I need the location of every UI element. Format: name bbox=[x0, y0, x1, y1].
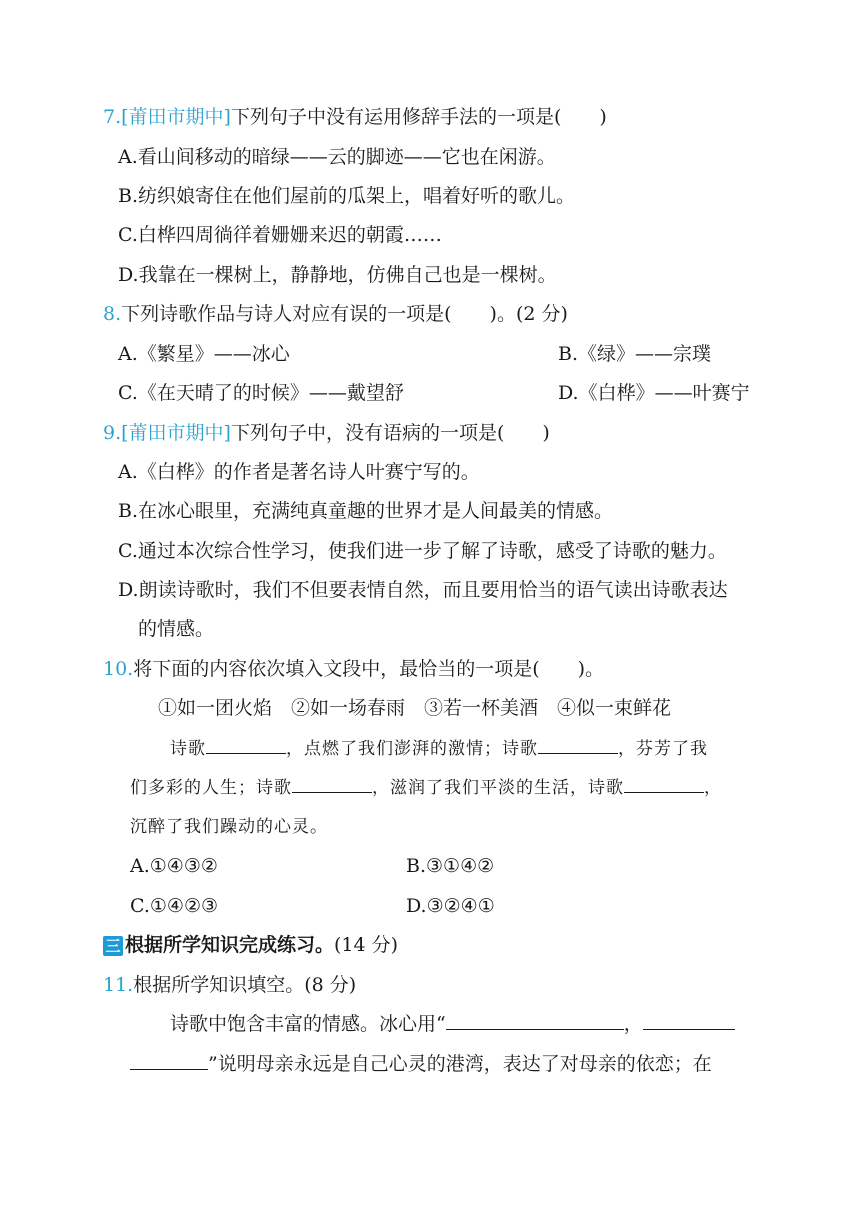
blank bbox=[624, 774, 704, 793]
q11-text: ”说明母亲永远是自己心灵的港湾，表达了对母亲的依恋；在 bbox=[208, 1053, 712, 1075]
question-number: 10. bbox=[103, 658, 134, 680]
source-tag: [莆田市期中] bbox=[121, 106, 231, 128]
passage-text: 们多彩的人生；诗歌 bbox=[130, 778, 292, 798]
question-text: 下列句子中没有运用修辞手法的一项是( ) bbox=[230, 106, 607, 128]
option-a: A.①④③② bbox=[130, 855, 218, 877]
section-3-header bbox=[103, 932, 398, 958]
question-text: 根据所学知识填空。(8 分) bbox=[133, 974, 357, 996]
question-text: 下列句子中，没有语病的一项是( ) bbox=[230, 422, 550, 444]
option-b: B.在冰心眼里，充满纯真童趣的世界才是人间最美的情感。 bbox=[118, 500, 614, 522]
source-tag: [莆田市期中] bbox=[121, 422, 231, 444]
question-number: 9. bbox=[103, 422, 122, 444]
option-c: C.通过本次综合性学习，使我们进一步了解了诗歌，感受了诗歌的魅力。 bbox=[118, 540, 727, 562]
section-number-icon: 三 bbox=[103, 936, 123, 956]
question-8-stem bbox=[103, 301, 568, 327]
blank bbox=[206, 735, 286, 754]
question-number: 7. bbox=[103, 106, 122, 128]
q11-line-1 bbox=[170, 1011, 735, 1037]
option-d: D.③②④① bbox=[406, 895, 495, 917]
blank bbox=[643, 1011, 735, 1030]
question-7-stem bbox=[103, 104, 607, 130]
section-score: (14 分) bbox=[334, 934, 399, 956]
option-d: D.《白桦》——叶赛宁 bbox=[558, 382, 750, 404]
passage-text: ，点燃了我们澎湃的激情；诗歌 bbox=[286, 739, 538, 759]
passage-line-1 bbox=[170, 735, 708, 762]
question-text: 将下面的内容依次填入文段中，最恰当的一项是( )。 bbox=[133, 658, 605, 680]
blank bbox=[130, 1051, 208, 1070]
option-d: D.朗读诗歌时，我们不但要表情自然，而且要用恰当的语气读出诗歌表达 bbox=[118, 579, 728, 601]
blank bbox=[446, 1011, 624, 1030]
option-a: A.看山间移动的暗绿——云的脚迹——它也在闲游。 bbox=[118, 146, 556, 168]
blank bbox=[292, 774, 372, 793]
option-b: B.③①④② bbox=[406, 855, 495, 877]
q11-text: ， bbox=[623, 1013, 643, 1035]
option-b: B.《绿》——宗璞 bbox=[558, 343, 712, 365]
section-title: 根据所学知识完成练习。 bbox=[125, 934, 335, 956]
question-10-stem bbox=[103, 656, 604, 682]
passage-line-3: 沉醉了我们躁动的心灵。 bbox=[130, 817, 328, 837]
passage-text: ，滋润了我们平淡的生活，诗歌 bbox=[372, 778, 624, 798]
passage-text: 诗歌 bbox=[170, 739, 206, 759]
passage-line-2 bbox=[130, 774, 722, 801]
option-a: A.《白桦》的作者是著名诗人叶赛宁写的。 bbox=[118, 461, 480, 483]
blank bbox=[538, 735, 618, 754]
fill-choices: ①如一团火焰 ②如一场春雨 ③若一杯美酒 ④似一束鲜花 bbox=[158, 697, 672, 719]
option-a: A.《繁星》——冰心 bbox=[118, 343, 290, 365]
q11-line-2 bbox=[130, 1051, 712, 1077]
question-number: 8. bbox=[103, 303, 122, 325]
option-d-continued: 的情感。 bbox=[138, 618, 215, 640]
question-text: 下列诗歌作品与诗人对应有误的一项是( )。(2 分) bbox=[121, 303, 568, 325]
passage-text: ， bbox=[704, 778, 722, 798]
option-d: D.我靠在一棵树上，静静地，仿佛自己也是一棵树。 bbox=[118, 264, 557, 286]
question-number: 11. bbox=[103, 974, 134, 996]
q11-text: 诗歌中饱含丰富的情感。冰心用“ bbox=[170, 1013, 446, 1035]
question-9-stem bbox=[103, 420, 550, 446]
option-c: C.《在天晴了的时候》——戴望舒 bbox=[118, 382, 404, 404]
option-c: C.①④②③ bbox=[130, 895, 219, 917]
option-b: B.纺织娘寄住在他们屋前的瓜架上，唱着好听的歌儿。 bbox=[118, 185, 576, 207]
question-11-stem bbox=[103, 972, 356, 998]
option-c: C.白桦四周徜徉着姗姗来迟的朝霞…… bbox=[118, 224, 442, 246]
passage-text: ，芬芳了我 bbox=[618, 739, 708, 759]
